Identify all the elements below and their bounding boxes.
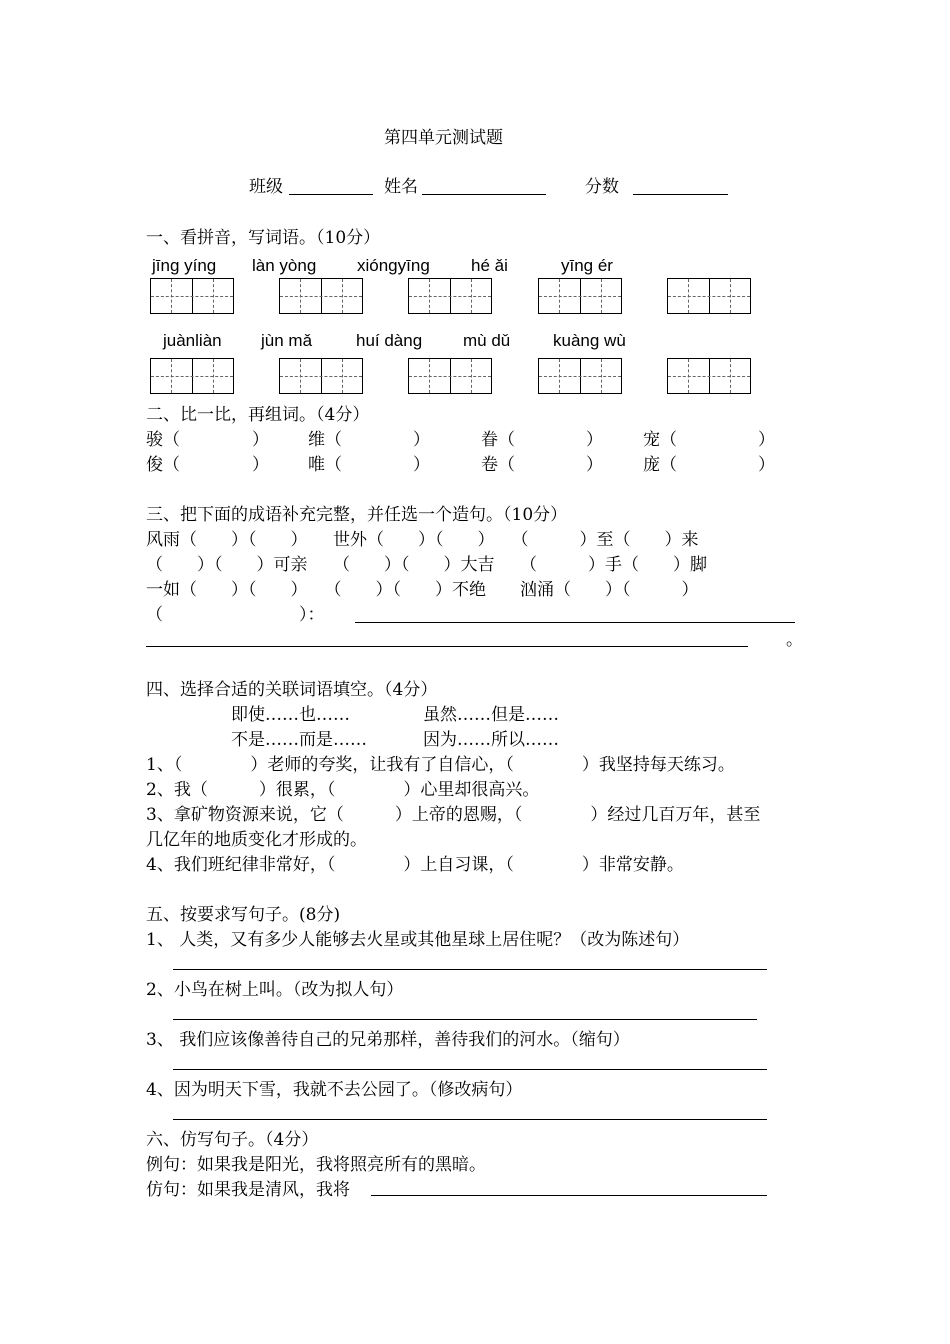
bracket-close: ） — [252, 430, 269, 450]
question-item: 3、 我们应该像善待自己的兄弟那样，善待我们的河水。（缩句） — [146, 1030, 630, 1050]
compare-item: 卷（ — [481, 455, 515, 475]
writing-box[interactable] — [279, 278, 363, 314]
pinyin: làn yòng — [252, 256, 317, 275]
answer-line[interactable] — [355, 622, 795, 623]
option: 不是……而是…… — [231, 730, 367, 750]
name-label: 姓名 — [384, 177, 418, 197]
compare-item: 眷（ — [481, 430, 515, 450]
class-field[interactable] — [289, 194, 373, 195]
question-item: 4、因为明天下雪，我就不去公园了。（修改病句） — [146, 1080, 523, 1100]
section4-heading: 四、选择合适的关联词语填空。（4分） — [146, 680, 438, 700]
writing-box[interactable] — [538, 358, 622, 394]
pinyin: yīng ér — [561, 256, 613, 275]
score-field[interactable] — [633, 194, 728, 195]
answer-line[interactable] — [173, 969, 767, 970]
section2-heading: 二、比一比，再组词。（4分） — [146, 405, 370, 425]
pinyin: jùn mǎ — [261, 331, 313, 350]
section5-heading: 五、按要求写句子。(8分) — [146, 905, 341, 925]
question-item: 3、拿矿物资源来说，它（ ）上帝的恩赐，（ ）经过几百万年，甚至 — [146, 805, 761, 825]
class-label: 班级 — [249, 177, 283, 197]
compare-item: 骏（ — [146, 430, 180, 450]
option: 虽然……但是…… — [423, 705, 559, 725]
section3-heading: 三、把下面的成语补充完整，并任选一个造句。（10分） — [146, 505, 568, 525]
answer-line[interactable] — [173, 1019, 757, 1020]
writing-box[interactable] — [279, 358, 363, 394]
compare-item: 宠（ — [643, 430, 677, 450]
pinyin: huí dàng — [356, 331, 423, 350]
bracket-close: ） — [586, 455, 603, 475]
bracket-close: ） — [413, 430, 430, 450]
question-item: 2、小鸟在树上叫。（改为拟人句） — [146, 980, 404, 1000]
idiom-line: （ ）（ ）可亲 （ ）（ ）大吉 （ ）手（ ）脚 — [146, 555, 707, 575]
answer-line[interactable] — [371, 1195, 767, 1196]
section6-heading: 六、仿写句子。（4分） — [146, 1130, 319, 1150]
example-sentence: 例句：如果我是阳光，我将照亮所有的黑暗。 — [146, 1155, 486, 1175]
compare-item: 唯（ — [308, 455, 342, 475]
bracket-close: ） — [586, 430, 603, 450]
section1-heading: 一、看拼音，写词语。（10分） — [146, 228, 381, 248]
writing-box[interactable] — [667, 278, 751, 314]
compare-item: 俊（ — [146, 455, 180, 475]
period: 。 — [786, 630, 803, 650]
question-item: 4、我们班纪律非常好，（ ）上自习课，（ ）非常安静。 — [146, 855, 684, 875]
compare-item: 维（ — [308, 430, 342, 450]
question-item: 几亿年的地质变化才形成的。 — [146, 830, 367, 850]
writing-box[interactable] — [150, 358, 234, 394]
score-label: 分数 — [585, 177, 619, 197]
writing-box[interactable] — [667, 358, 751, 394]
option: 即使……也…… — [231, 705, 350, 725]
pinyin: hé ǎi — [471, 256, 508, 275]
imitate-prompt: 仿句：如果我是清风，我将 — [146, 1180, 350, 1200]
writing-box[interactable] — [408, 358, 492, 394]
option: 因为……所以…… — [423, 730, 559, 750]
question-item: 1、 人类，又有多少人能够去火星或其他星球上居住呢？（改为陈述句） — [146, 930, 690, 950]
compare-item: 庞（ — [643, 455, 677, 475]
pinyin: jīng yíng — [152, 256, 217, 275]
bracket-close: ） — [413, 455, 430, 475]
writing-box[interactable] — [408, 278, 492, 314]
answer-line[interactable] — [173, 1069, 767, 1070]
bracket-close: ） — [758, 455, 775, 475]
answer-line[interactable] — [173, 1119, 767, 1120]
sentence-prefix: （ ）： — [146, 605, 325, 625]
idiom-line: 一如（ ）（ ） （ ）（ ）不绝 汹涌（ ）（ ） — [146, 580, 699, 600]
question-item: 2、我（ ）很累，（ ）心里却很高兴。 — [146, 780, 540, 800]
bracket-close: ） — [252, 455, 269, 475]
writing-box[interactable] — [150, 278, 234, 314]
bracket-close: ） — [758, 430, 775, 450]
pinyin: mù dǔ — [463, 331, 511, 350]
pinyin: kuàng wù — [553, 331, 626, 350]
pinyin: juànliàn — [163, 331, 222, 350]
name-field[interactable] — [422, 194, 546, 195]
question-item: 1、（ ）老师的夸奖，让我有了自信心，（ ）我坚持每天练习。 — [146, 755, 735, 775]
answer-line[interactable] — [146, 646, 748, 647]
page-title: 第四单元测试题 — [384, 128, 503, 148]
idiom-line: 风雨（ ）（ ） 世外（ ）（ ） （ ）至（ ）来 — [146, 530, 699, 550]
writing-box[interactable] — [538, 278, 622, 314]
pinyin: xióngyīng — [357, 256, 430, 275]
